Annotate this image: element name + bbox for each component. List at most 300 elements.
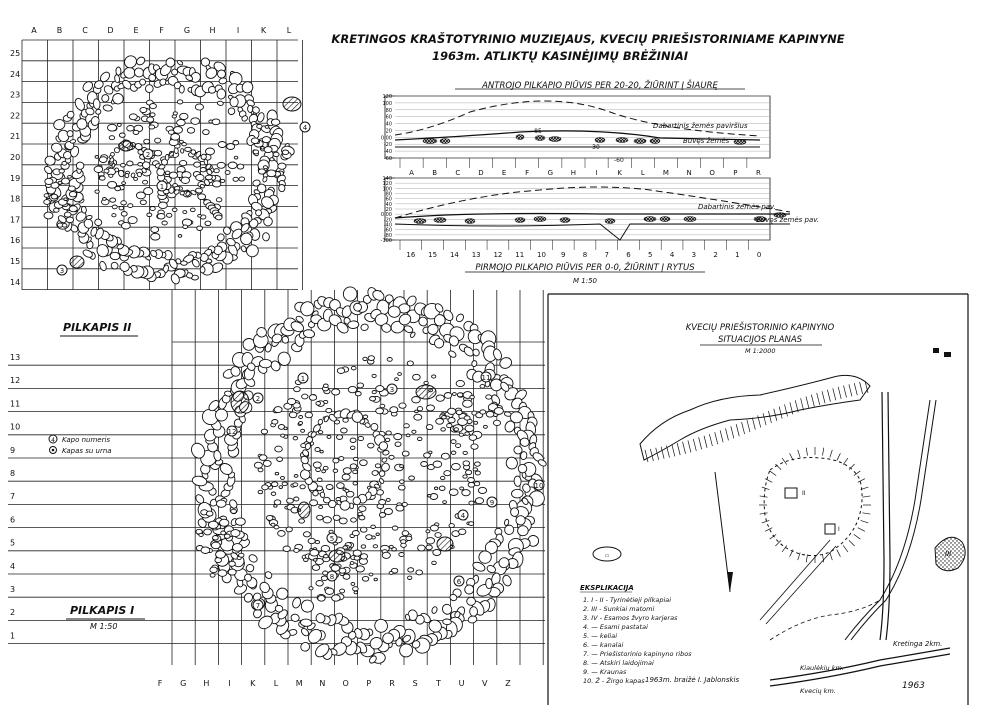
stone — [366, 535, 372, 540]
stone — [151, 233, 160, 240]
hatched-pit — [416, 385, 436, 399]
grid-1-row-10: 10 — [10, 422, 21, 432]
stone — [174, 148, 179, 154]
grid-1-col-M: M — [295, 679, 303, 688]
stone — [177, 119, 186, 125]
stone — [447, 350, 457, 359]
grid-1-col-I: I — [228, 679, 231, 688]
profile-column-label: I — [595, 169, 598, 177]
barrow-marker-1 — [825, 524, 835, 534]
explanation-item: 9. — Kraunas — [583, 668, 627, 676]
stone — [317, 515, 323, 520]
profile-column-label: 0 — [756, 251, 762, 259]
barrow-1-stones — [189, 286, 547, 664]
profile-scale-tick: -80 — [383, 232, 392, 239]
stone — [294, 548, 299, 552]
grid-2-row-18: 18 — [10, 194, 21, 204]
stone — [431, 606, 438, 614]
stone — [316, 402, 321, 406]
stone — [233, 177, 238, 181]
stone — [360, 323, 369, 331]
stone — [276, 588, 288, 600]
stone — [333, 458, 339, 463]
stone — [270, 158, 274, 161]
stone — [370, 397, 376, 401]
stone — [389, 571, 393, 574]
stone — [183, 225, 188, 229]
stone — [480, 410, 486, 414]
stone — [424, 453, 431, 458]
stone — [129, 114, 137, 120]
grave-number: 4 — [302, 124, 308, 132]
stone — [441, 453, 449, 459]
stone — [144, 83, 155, 94]
stone — [140, 200, 146, 205]
stone — [282, 150, 288, 155]
stone — [150, 104, 157, 109]
profile-column-label: E — [501, 169, 507, 177]
stone — [333, 469, 338, 472]
profile-column-label: L — [640, 169, 645, 177]
stone — [287, 398, 295, 404]
stone — [462, 490, 470, 496]
stone — [210, 574, 215, 578]
explanation-item: 2. III - Sunkiai matomi — [583, 605, 655, 613]
stone — [180, 160, 187, 165]
stone — [300, 598, 316, 614]
stone — [119, 206, 124, 210]
stone — [231, 509, 237, 513]
explanation-item: 8. — Atskiri laidojimai — [583, 659, 654, 667]
stone — [234, 156, 238, 159]
grave-number: 10 — [534, 482, 544, 490]
stone — [206, 511, 213, 516]
stone — [216, 215, 223, 220]
stone — [376, 533, 379, 536]
explanation-legend — [580, 584, 739, 685]
grave-number: 5 — [329, 535, 335, 543]
stone — [136, 192, 145, 199]
stone — [103, 198, 107, 201]
profile-column-label: D — [478, 169, 484, 177]
stone — [171, 134, 180, 141]
stone — [463, 475, 467, 478]
hatched-pit — [329, 550, 345, 562]
profile-scale-tick: 120 — [382, 94, 392, 100]
stone — [341, 428, 348, 433]
stone — [204, 529, 212, 535]
stone — [220, 519, 229, 526]
stone — [412, 430, 416, 433]
stone — [229, 561, 236, 566]
road-label-kveciai: Kvecių km. — [800, 687, 836, 695]
stone — [406, 434, 410, 437]
depth-mark: -30 — [590, 144, 600, 151]
stone — [127, 126, 134, 132]
stone — [308, 538, 315, 543]
stone — [181, 177, 189, 183]
profile-column-label: N — [686, 169, 692, 177]
stone — [486, 578, 493, 588]
stone — [430, 525, 438, 531]
stone — [309, 395, 316, 401]
stone — [392, 526, 398, 530]
stone — [466, 470, 472, 475]
stone — [159, 202, 168, 209]
stone — [309, 587, 313, 590]
stone — [251, 138, 259, 144]
stone — [380, 404, 385, 408]
stone — [337, 483, 345, 489]
stone — [261, 429, 267, 434]
stone — [95, 190, 99, 193]
stone — [460, 487, 464, 490]
stone — [343, 418, 348, 422]
stone — [172, 208, 177, 212]
stone — [348, 321, 360, 329]
stone — [434, 487, 437, 490]
stone — [475, 482, 480, 486]
profile-stone — [660, 217, 670, 222]
stone — [294, 387, 301, 392]
profile-column-label: 1 — [735, 251, 740, 259]
stone — [402, 531, 409, 536]
profile-stone — [634, 139, 646, 144]
stone — [181, 149, 184, 154]
profile-column-label: 5 — [648, 251, 653, 259]
stone — [353, 587, 359, 591]
profile-top-title: ANTROJO PILKAPIO PIŪVIS PER 20-20, ŽIŪRINT Į ŠIAURĘ — [482, 81, 718, 91]
stone — [436, 395, 444, 401]
stone — [76, 162, 84, 170]
stone — [407, 361, 413, 366]
grid-1-column-labels — [158, 679, 512, 688]
building-icon — [944, 352, 951, 357]
profile-bottom-scale: M 1:50 — [573, 277, 597, 285]
profile-barrow-2 — [381, 79, 770, 177]
stone — [230, 97, 239, 107]
stone — [239, 553, 244, 557]
profile-bottom-title: PIRMOJO PILKAPIO PIŪVIS PER 0-0, ŽIŪRINT Į RYTUS — [475, 263, 695, 273]
grave-number: 9 — [489, 499, 495, 507]
stone — [357, 383, 364, 388]
stone — [442, 416, 447, 419]
profile-scale-tick: -40 — [383, 149, 392, 156]
stone — [200, 168, 206, 172]
stone — [246, 564, 254, 572]
grid-1-row-6: 6 — [10, 515, 16, 525]
barrow-1-label: PILKAPIS I — [70, 604, 135, 617]
stone — [162, 221, 167, 225]
stone — [174, 126, 183, 133]
profile-column-label: 16 — [406, 251, 416, 259]
stone — [283, 546, 290, 552]
grid-2-col-A: A — [31, 26, 37, 35]
stone — [216, 500, 226, 507]
stone — [259, 359, 271, 367]
stone — [315, 448, 320, 452]
stone — [323, 466, 328, 470]
stone — [350, 464, 357, 469]
stone — [112, 214, 116, 217]
explanation-author: 1963m. braižė I. Jablonskis — [645, 676, 740, 684]
stone — [317, 419, 323, 425]
barrow-2-stones — [43, 53, 295, 285]
hatched-pit — [70, 256, 84, 268]
profile-column-label: 13 — [471, 251, 481, 259]
stone — [395, 442, 401, 447]
stone — [263, 233, 270, 241]
profile-stone — [423, 139, 437, 144]
profile-top-old-ground-label: Buvęs žemės — [683, 137, 730, 145]
stone — [475, 462, 481, 466]
site-plan-subtitle: SITUACIJOS PLANAS — [717, 335, 803, 345]
stone — [400, 465, 404, 468]
stone — [362, 576, 368, 581]
stone — [486, 395, 492, 399]
stone — [354, 591, 358, 594]
stone — [135, 56, 146, 67]
profile-stone — [616, 138, 628, 143]
stone — [379, 500, 386, 505]
stone — [264, 147, 272, 153]
stone — [144, 139, 150, 144]
stone — [232, 544, 242, 552]
stone — [312, 565, 319, 571]
sheet-title-line1: KRETINGOS KRAŠTOTYRINIO MUZIEJAUS, KVECIŲ PRIEŠISTORINIAME KAPINYNE — [331, 32, 845, 46]
profile-scale-tick: 20 — [385, 207, 392, 213]
stone — [236, 518, 246, 525]
stone — [157, 214, 165, 220]
grid-1-row-2: 2 — [10, 608, 16, 618]
stone — [396, 505, 404, 511]
stone — [471, 360, 477, 367]
stone — [371, 423, 379, 431]
stone — [112, 205, 117, 209]
profile-stone — [560, 218, 570, 223]
stone — [416, 570, 423, 575]
stone — [471, 444, 478, 449]
stone — [273, 152, 279, 156]
stone — [360, 460, 368, 466]
profile-column-label: 2 — [713, 251, 718, 259]
stone — [443, 619, 452, 625]
stone — [122, 182, 126, 185]
grid-2-row-labels — [10, 49, 20, 287]
stone — [216, 233, 226, 243]
stone — [339, 568, 346, 573]
stone — [323, 517, 331, 523]
stone — [302, 394, 308, 399]
hatched-pit — [119, 141, 133, 151]
profile-stone — [440, 139, 450, 144]
stone — [274, 500, 281, 505]
stone — [293, 483, 298, 487]
hatched-pit — [298, 502, 310, 518]
mound-label: I — [838, 526, 840, 533]
stone — [326, 408, 332, 412]
stone — [320, 450, 323, 453]
stone — [468, 482, 475, 487]
grid-2-col-K: K — [260, 26, 267, 35]
stone — [66, 217, 73, 223]
stone — [67, 131, 73, 137]
profile-column-label: R — [756, 169, 761, 177]
stone — [228, 162, 237, 169]
grid-2-col-B: B — [56, 26, 63, 35]
stone — [180, 261, 187, 266]
stone — [449, 489, 458, 496]
grid-2-col-G: G — [183, 26, 191, 35]
stone — [284, 427, 287, 430]
profile-scale-tick: 120 — [382, 181, 392, 188]
profile-column-label: 14 — [449, 251, 459, 259]
grid-1-col-P: P — [366, 679, 372, 688]
stone — [224, 534, 230, 538]
stone — [332, 595, 341, 601]
stone — [274, 407, 282, 413]
stone — [421, 462, 428, 467]
grid-1-row-8: 8 — [10, 469, 16, 478]
stone — [465, 425, 474, 432]
stone — [196, 174, 204, 180]
stone — [100, 176, 106, 180]
stone — [426, 545, 432, 550]
stone — [385, 438, 389, 441]
legend-grave-symbol: 4 — [51, 437, 55, 444]
stone — [371, 525, 376, 528]
north-arrow-icon — [727, 572, 733, 592]
grid-1-col-T: T — [435, 679, 441, 688]
stone — [374, 578, 377, 581]
stone — [470, 607, 478, 617]
profile-column-label: H — [570, 169, 577, 177]
stone — [59, 169, 64, 173]
stone — [354, 457, 359, 460]
stone — [208, 521, 218, 528]
depth-mark: -60 — [614, 157, 624, 164]
stone — [317, 478, 322, 482]
stone — [210, 567, 217, 573]
profile-scale-tick: 140 — [382, 176, 392, 182]
grid-1-row-11: 11 — [10, 399, 21, 409]
stone — [456, 410, 462, 415]
grid-1-col-R: R — [389, 679, 395, 688]
stone — [299, 519, 305, 523]
stone — [413, 374, 421, 380]
stone — [435, 533, 441, 538]
explanation-item: 4. — Esami pastatai — [583, 623, 648, 631]
grave-number: 2 — [145, 151, 151, 159]
stone — [473, 468, 477, 471]
stone — [213, 181, 221, 187]
stone — [104, 169, 109, 173]
grave-number: 7 — [255, 602, 261, 610]
stone — [138, 163, 143, 167]
grid-1-col-S: S — [412, 679, 418, 688]
stone — [463, 400, 473, 407]
stone — [51, 194, 57, 199]
stone — [165, 154, 169, 160]
stone — [398, 373, 402, 376]
stone — [316, 468, 321, 472]
explanation-item: 5. — keliai — [583, 632, 617, 640]
stone — [350, 438, 356, 442]
grid-1-col-F: F — [157, 679, 163, 688]
stone — [455, 313, 465, 323]
stone — [220, 179, 224, 182]
grid-1-col-Z: Z — [505, 679, 511, 688]
stone — [408, 576, 412, 579]
stone — [54, 208, 59, 212]
stone — [62, 178, 70, 184]
stone — [466, 597, 475, 605]
stone — [287, 498, 294, 503]
profile-bottom-old-ground-label: Buvęs žemės pav. — [756, 216, 820, 224]
profile-column-label: C — [455, 169, 461, 177]
stone — [406, 536, 412, 540]
stone — [216, 198, 222, 202]
stone — [69, 192, 76, 197]
grave-legend — [49, 435, 112, 455]
stone — [93, 98, 101, 109]
grid-2-row-21: 21 — [10, 132, 21, 142]
stone — [470, 395, 475, 398]
stone — [511, 489, 523, 498]
sheet-title-line2: 1963m. ATLIKTŲ KASINĖJIMŲ BRĖŽINIAI — [431, 49, 689, 63]
stone — [375, 464, 380, 468]
stone — [451, 440, 456, 444]
grid-1-row-4: 4 — [10, 561, 16, 571]
barrow-1-scale: M 1:50 — [90, 622, 118, 631]
stone — [180, 113, 188, 119]
stone — [121, 163, 126, 167]
stone — [376, 408, 384, 414]
profile-stone — [465, 219, 475, 224]
stone — [143, 180, 148, 184]
stone — [282, 482, 287, 486]
stone — [191, 118, 200, 125]
stone — [231, 530, 240, 537]
profile-stone — [414, 219, 426, 224]
stone — [167, 213, 172, 217]
stone — [182, 143, 187, 146]
stone — [272, 420, 278, 425]
stone — [363, 357, 367, 360]
profile-stone — [605, 219, 615, 224]
stone — [304, 558, 309, 561]
stone — [451, 451, 456, 454]
stone — [358, 512, 362, 515]
stone — [387, 358, 392, 362]
stone — [318, 431, 322, 434]
stone — [486, 411, 494, 417]
stone — [245, 243, 261, 259]
stone — [183, 211, 187, 214]
stone — [44, 194, 49, 198]
grid-2-row-19: 19 — [10, 173, 21, 183]
stone — [444, 393, 452, 399]
stone — [452, 463, 461, 470]
stone — [339, 457, 344, 461]
stone — [316, 581, 323, 587]
stone — [187, 128, 194, 134]
stone — [352, 531, 359, 536]
stone — [493, 420, 500, 425]
stone — [201, 547, 210, 554]
stone — [68, 186, 75, 191]
profile-column-label: P — [733, 169, 738, 177]
